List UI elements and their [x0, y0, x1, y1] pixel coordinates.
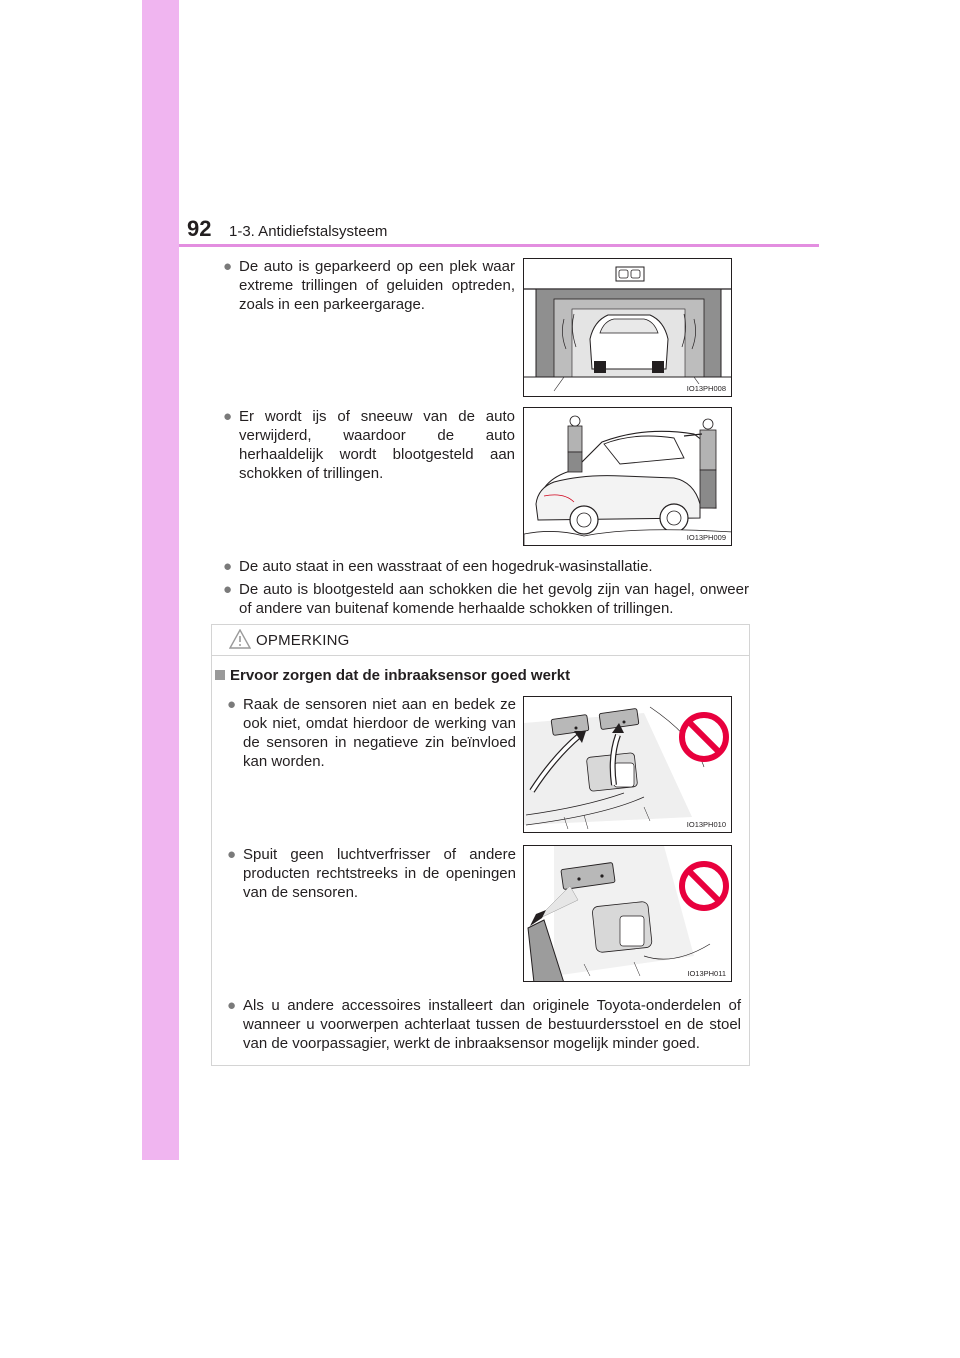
spray-can-illustration: [524, 846, 732, 982]
square-bullet-icon: [215, 670, 225, 680]
notice-header: [212, 625, 749, 656]
figure-code: IO13PH011: [687, 969, 726, 978]
figure-sensor-touch: [523, 696, 732, 833]
bullet-dot-icon: ●: [223, 258, 233, 275]
bullet-snow-removal: ● Er wordt ijs of sneeuw van de auto verwijderd, waardoor de auto herhaaldelijk wordt blootgesteld aan schokken of trillingen.: [223, 408, 515, 482]
bullet-dot-icon: ●: [223, 408, 233, 425]
notice-bullet-accessories: ● Als u andere accessoires installeert dan originele Toyota-onderdelen of wanneer u voorwerpen achterlaat tussen de bestuurdersstoel en de stoel van de voorpassagier, werkt de inbraaksensor mogelijk minder goed.: [227, 997, 741, 1052]
section-title: 1-3. Antidiefstalsysteem: [229, 223, 388, 240]
snow-removal-illustration: [524, 408, 732, 546]
figure-snow-removal: [523, 407, 732, 546]
header-rule: [179, 244, 819, 247]
sensor-touch-illustration: [524, 697, 732, 833]
bullet-dot-icon: ●: [227, 997, 237, 1014]
figure-parking-garage: [523, 258, 732, 397]
page-number: 92: [187, 216, 212, 241]
bullet-car-wash: ● De auto staat in een wasstraat of een hogedruk-wasinstallatie.: [223, 558, 653, 575]
bullet-dot-icon: ●: [223, 558, 233, 575]
bullet-dot-icon: ●: [227, 846, 237, 863]
notice-bullet-do-not-touch: ● Raak de sensoren niet aan en bedek ze ook niet, omdat hierdoor de werking van de sensoren in negatieve zin beïnvloed kan worden.: [227, 696, 516, 770]
figure-code: IO13PH010: [686, 820, 726, 829]
bullet-dot-icon: ●: [227, 696, 237, 713]
bullet-dot-icon: ●: [223, 581, 233, 598]
notice-bullet-no-spray: ● Spuit geen luchtverfrisser of andere producten rechtstreeks in de openingen van de sensoren.: [227, 846, 516, 901]
notice-subheading: Ervoor zorgen dat de inbraaksensor goed werkt: [215, 667, 570, 684]
figure-sensor-spray: [523, 845, 732, 982]
warning-triangle-icon: [229, 629, 251, 649]
bullet-hail-shocks: ● De auto is blootgesteld aan schokken die het gevolg zijn van hagel, onweer of andere van buitenaf komende herhaalde schokken of trillingen.: [223, 581, 749, 617]
figure-code: IO13PH008: [686, 384, 726, 393]
bullet-parking-garage: ● De auto is geparkeerd op een plek waar extreme trillingen of geluiden optreden, zoals in een parkeergarage.: [223, 258, 515, 313]
car-in-garage-illustration: [524, 259, 732, 397]
section-sidebar: [142, 0, 179, 1160]
notice-title: OPMERKING: [256, 632, 350, 649]
figure-code: IO13PH009: [686, 533, 726, 542]
